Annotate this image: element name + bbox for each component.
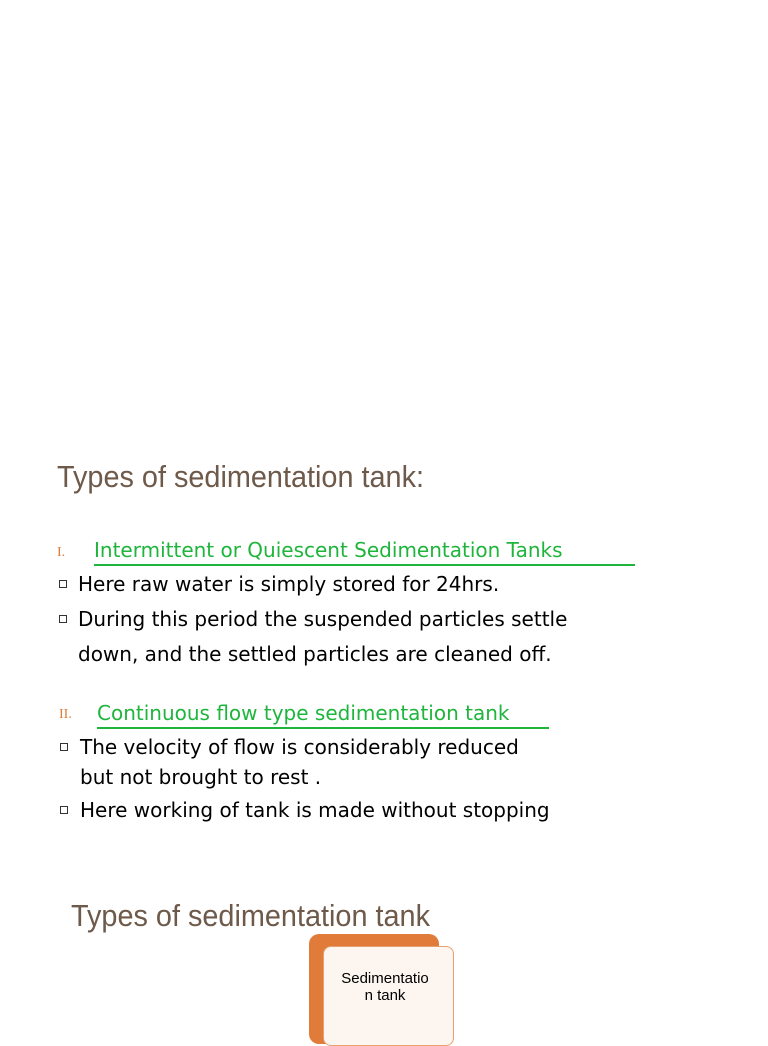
- org-chart-node-label: [330, 970, 440, 1004]
- bullet-square-icon: [59, 580, 67, 588]
- bullet-square-icon: [60, 743, 68, 751]
- bullet-text-continued: but not brought to rest .: [80, 765, 322, 789]
- heading-underline: [94, 564, 635, 566]
- node-label-line2: n tank: [364, 987, 406, 1004]
- bullet-text: The velocity of flow is considerably reduced: [80, 735, 519, 759]
- heading-underline: [97, 727, 549, 729]
- bullet-square-icon: [60, 806, 68, 814]
- section-heading-continuous: Continuous flow type sedimentation tank: [97, 701, 510, 725]
- bullet-square-icon: [59, 615, 67, 623]
- bullet-text: Here working of tank is made without stopping: [80, 798, 550, 822]
- roman-numeral-1: I.: [57, 545, 66, 560]
- node-label-line1: Sedimentatio: [341, 970, 429, 987]
- roman-numeral-2: II.: [59, 707, 72, 722]
- bullet-text: Here raw water is simply stored for 24hrs.: [78, 572, 500, 596]
- section-heading-intermittent: Intermittent or Quiescent Sedimentation Tanks: [94, 538, 563, 562]
- slide-title: Types of sedimentation tank:: [57, 459, 425, 494]
- bullet-text: During this period the suspended particles settle: [78, 607, 568, 631]
- slide-title-2: Types of sedimentation tank: [71, 898, 430, 933]
- bullet-text-continued: down, and the settled particles are cleaned off.: [78, 642, 552, 666]
